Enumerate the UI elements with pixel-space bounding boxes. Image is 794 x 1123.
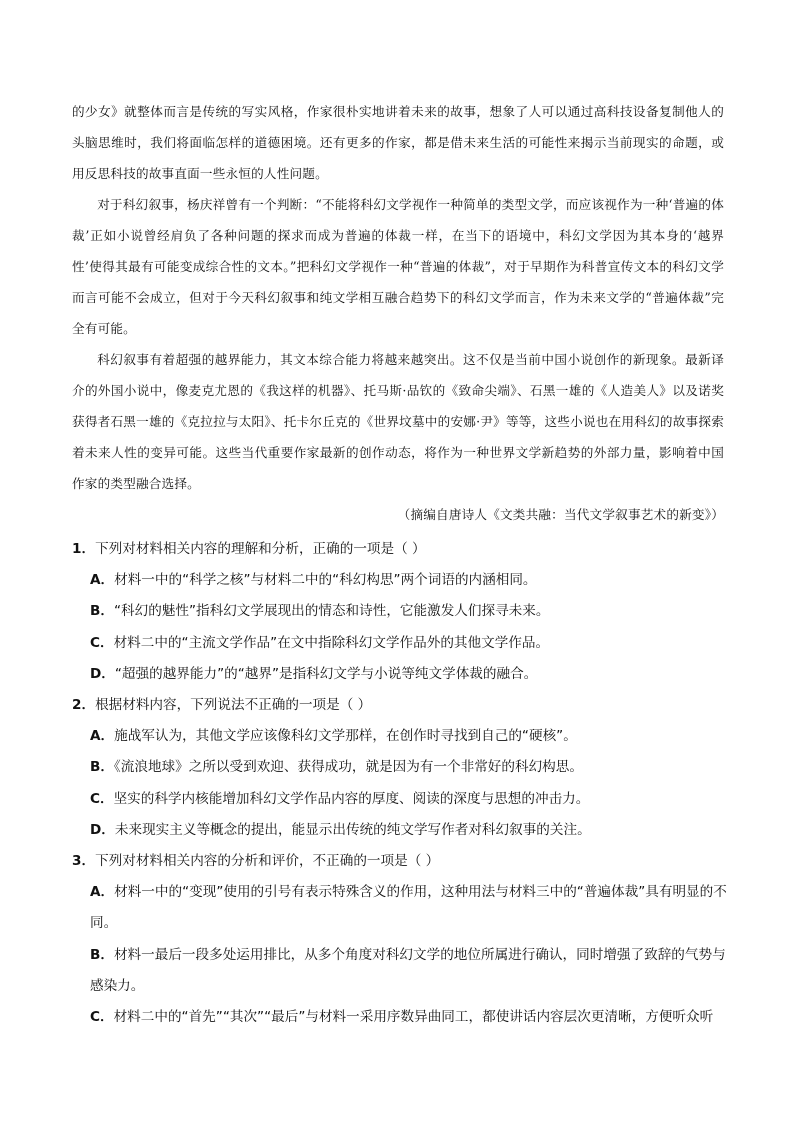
passage-paragraph: 的少女》就整体而言是传统的写实风格，作家很朴实地讲着未来的故事，想象了人可以通过高科技设备复制他人的头脑思维时，我们将面临怎样的道德困境。还有更多的作家，都是借未来生活的可能性来揭示当前现实的命题，或用反思科技的故事直面一些永恒的人性问题。 <box>72 104 724 181</box>
option-letter: B． <box>90 759 114 776</box>
answer-option <box>90 877 732 939</box>
option-text: 材料二中的“首先”“其次”“最后”与材料一采用序数异曲同工，都使讲话内容层次更清晰，方便听众听 <box>113 1009 714 1026</box>
question-list <box>72 534 732 1033</box>
answer-option <box>90 784 732 815</box>
answer-option <box>90 659 732 690</box>
option-letter: C． <box>90 790 114 807</box>
option-text: 施战军认为，其他文学应该像科幻文学那样，在创作时寻找到自己的“硬核”。 <box>114 728 577 745</box>
answer-option <box>90 1002 732 1033</box>
question-3 <box>72 846 732 1033</box>
question-stem <box>72 690 732 721</box>
question-stem <box>72 534 732 565</box>
option-letter: B． <box>90 946 114 963</box>
answer-option <box>90 752 732 783</box>
answer-option <box>90 721 732 752</box>
question-number: 1． <box>72 541 96 557</box>
answer-option <box>90 596 732 627</box>
option-text: 材料一最后一段多处运用排比，从多个角度对科幻文学的地位所属进行确认，同时增强了致辞的气势与感染力。 <box>90 946 726 994</box>
question-1 <box>72 534 732 690</box>
option-text: 未来现实主义等概念的提出，能显示出传统的纯文学写作者对科幻叙事的关注。 <box>114 821 591 838</box>
option-letter: B． <box>90 603 114 620</box>
passage-citation: （摘编自唐诗人《文类共融：当代文学叙事艺术的新变》） <box>397 507 724 522</box>
option-text: 《流浪地球》之所以受到欢迎、获得成功，就是因为有一个非常好的科幻构思。 <box>113 759 583 776</box>
reading-passage <box>72 96 724 530</box>
option-letter: D． <box>90 665 115 682</box>
answer-option <box>90 940 732 1002</box>
question-number: 2． <box>72 697 96 714</box>
option-text: “超强的越界能力”的“越界”是指科幻文学与小说等纯文学体裁的融合。 <box>114 665 538 682</box>
question-number: 3． <box>72 853 96 870</box>
question-text: 下列对材料相关内容的理解和分析，正确的一项是（ ） <box>95 541 426 557</box>
option-letter: C． <box>90 634 114 651</box>
question-stem <box>72 846 732 877</box>
answer-option <box>90 565 732 596</box>
answer-option <box>90 815 732 846</box>
option-letter: A． <box>90 572 115 589</box>
passage-paragraph: 科幻叙事有着超强的越界能力，其文本综合能力将越来越突出。这不仅是当前中国小说创作的新现象。最新译介的外国小说中，像麦克尤恩的《我这样的机器》、托马斯·品钦的《致命尖端》、石黑一雄的《人造美人》以及诺奖获得者石黑一雄的《克拉拉与太阳》、托卡尔丘克的《世界坟墓中的安娜·尹》等等，这些小说也在用科幻的故事探索着未来人性的变异可能。这些当代重要作家最新的创作动态，将作为一种世界文学新趋势的外部力量，影响着中国作家的类型融合选择。 <box>72 352 724 491</box>
option-letter: A． <box>90 884 115 901</box>
option-text: 材料一中的“变现”使用的引号有表示特殊含义的作用，这种用法与材料三中的“普遍体裁”具有明显的不同。 <box>90 884 727 932</box>
question-text: 下列对材料相关内容的分析和评价，不正确的一项是（ ） <box>95 853 440 870</box>
option-letter: C． <box>90 1009 114 1026</box>
question-2 <box>72 690 732 846</box>
option-text: 坚实的科学内核能增加科幻文学作品内容的厚度、阅读的深度与思想的冲击力。 <box>113 790 590 807</box>
option-text: 材料二中的“主流文学作品”在文中指除科幻文学作品外的其他文学作品。 <box>113 634 550 651</box>
option-text: “科幻的魅性”指科幻文学展现出的情态和诗性，它能激发人们探寻未来。 <box>113 603 550 620</box>
passage-paragraph: 对于科幻叙事，杨庆祥曾有一个判断：“不能将科幻文学视作一种简单的类型文学，而应该视作为一种‘普遍的体裁’正如小说曾经肩负了各种问题的探求而成为普遍的体裁一样，在当下的语境中，科幻文学因为其本身的‘越界性’使得其最有可能变成综合性的文本。”把科幻文学视作一种“普遍的体裁”，对于早期作为科普宣传文本的科幻文学而言可能不会成立，但对于今天科幻叙事和纯文学相互融合趋势下的科幻文学而言，作为未来文学的“普遍体裁”完全有可能。 <box>72 197 724 336</box>
question-text: 根据材料内容，下列说法不正确的一项是（ ） <box>95 697 372 714</box>
option-letter: A． <box>90 728 115 745</box>
option-letter: D． <box>90 821 115 838</box>
option-text: 材料一中的“科学之核”与材料二中的“科幻构思”两个词语的内涵相同。 <box>114 572 537 589</box>
answer-option <box>90 628 732 659</box>
